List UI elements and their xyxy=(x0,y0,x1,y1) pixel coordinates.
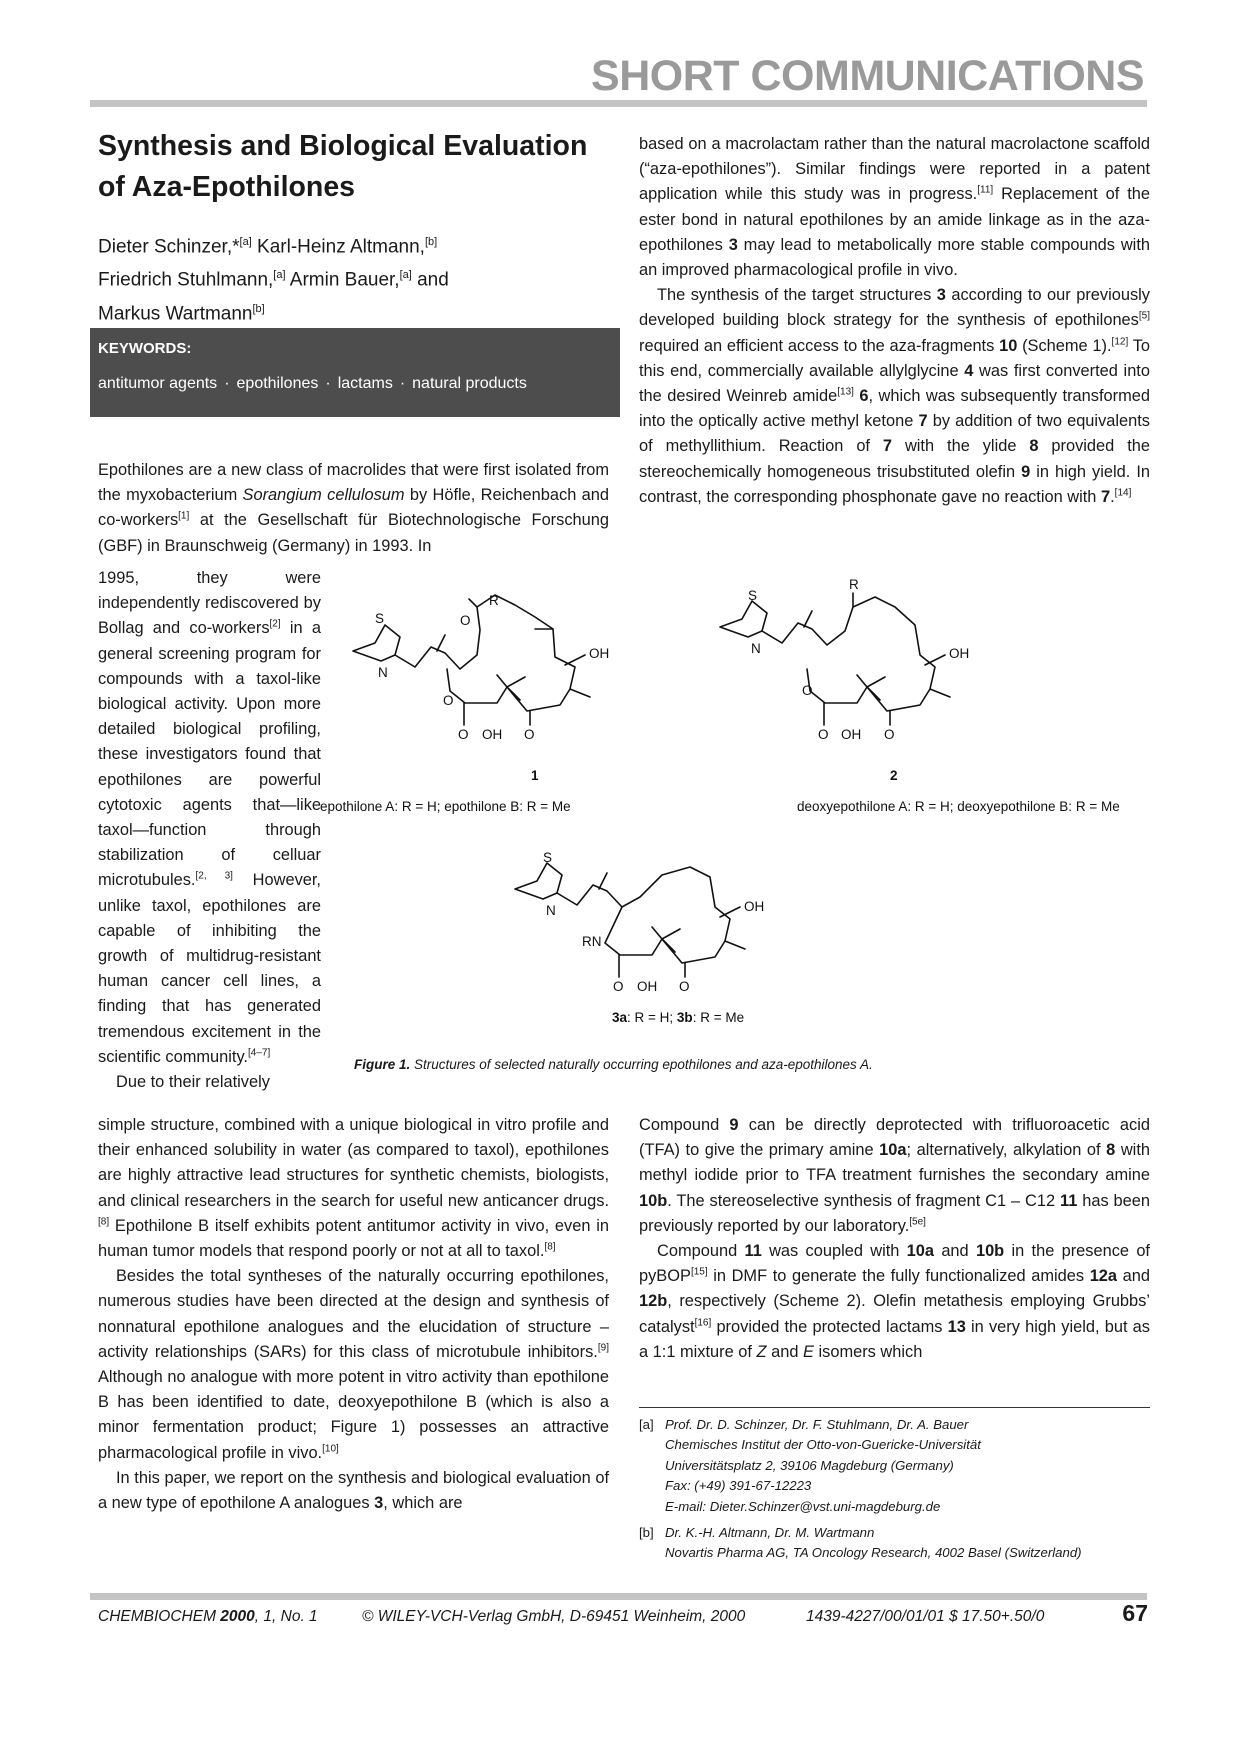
atom-label: O xyxy=(458,727,469,742)
figure-label: Figure 1. xyxy=(354,1057,411,1072)
body-paragraph-1-start: Epothilones are a new class of macrolides that were first isolated from the myxobacterium Sorangium cellulosum by Höfle, Reichenbach and co-workers[1] at the Gesellschaft für Biotechnologische Forschung (GBF) in Braunschweig (Germany) in 1993. In xyxy=(98,461,609,555)
compound-ref: 7 xyxy=(1100,487,1111,506)
citation: [2] xyxy=(269,618,281,630)
compound-number: 2 xyxy=(890,768,898,783)
citation: [13] xyxy=(837,386,854,398)
body-column-1-lower: simple structure, combined with a unique biological in vitro profile and their enhanced solubility in water (as compared to taxol), epothilones are highly attractive lead structures for synthetic chemists, biologists, and clinical researchers in the search for useful new anticancer drugs.[8] Epothilone B itself exhibits potent antitumor activity in vivo, even in human tumor models that respond poorly or not at all to taxol.[8] Besides the total syntheses of the naturally occurring epothilones, numerous studies have been directed at the design and synthesis of nonnatural epothilone analogues and the elucidation of structure – activity relationships (SARs) for this class of microtubule inhibitors.[9] Although no analogue with more potent in vitro activity than epothilone B has been identified to date, deoxyepothilone B (which is also a minor fermentation product; Figure 1) possesses an attractive pharmacological profile in vivo.[10] In this paper, we report on the synthesis and biological evaluation of a new type of epothilone A analogues 3, which are xyxy=(98,1116,609,1513)
isomer-label: E xyxy=(803,1342,814,1361)
compound-ref: 3 xyxy=(728,235,738,254)
keyword-separator: · xyxy=(224,375,230,392)
structure-deoxyepothilone xyxy=(720,593,950,725)
figure-caption-text: Structures of selected naturally occurring epothilones and aza-epothilones A. xyxy=(414,1057,873,1072)
compound-ref: 4 xyxy=(964,361,974,380)
citation: [11] xyxy=(977,184,994,196)
citation: [8] xyxy=(98,1216,110,1228)
atom-label: O xyxy=(884,727,895,742)
citation: [8] xyxy=(544,1241,556,1253)
footer-rule xyxy=(90,1593,1147,1600)
compound-2-caption: deoxyepothilone A: R = H; deoxyepothilone B: R = Me xyxy=(797,799,1120,814)
keywords-list xyxy=(98,375,527,393)
structures-drawing xyxy=(320,577,1155,1055)
footnote-rule xyxy=(639,1407,1150,1408)
journal-citation: CHEMBIOCHEM 2000, 1, No. 1 xyxy=(98,1608,318,1625)
affiliation-line: Prof. Dr. D. Schinzer, Dr. F. Stuhlmann, Dr. A. Bauer xyxy=(665,1417,969,1432)
citation: [16] xyxy=(694,1317,712,1329)
body-column-2-lower: Compound 9 can be directly deprotected with trifluoroacetic acid (TFA) to give the primary amine 10a; alternatively, alkylation of 8 with methyl iodide prior to TFA treatment furnishes the secondary amine 10b. The stereoselective synthesis of fragment C1 – C12 11 has been previously reported by our laboratory.[5e] Compound 11 was coupled with 10a and 10b in the presence of pyBOP[15] in DMF to generate the fully functionalized amides 12a and 12b, respectively (Scheme 2). Olefin metathesis employing Grubbs’ catalyst[16] provided the protected lactams 13 in very high yield, but as a 1:1 mixture of Z and E isomers which xyxy=(639,1116,1151,1361)
atom-label: O xyxy=(818,727,829,742)
structure-epothilone xyxy=(353,595,590,725)
atom-label: R xyxy=(849,577,859,592)
affiliation-line: Chemisches Institut der Otto-von-Guericke-Universität xyxy=(665,1437,981,1453)
article-title xyxy=(98,126,618,208)
compound-ref: 11 xyxy=(1059,1191,1078,1210)
atom-label: N xyxy=(378,665,388,680)
compound-ref: 3 xyxy=(936,286,946,305)
figure-1 xyxy=(320,577,1155,1055)
keywords-box xyxy=(90,328,620,417)
atom-label: O xyxy=(524,727,535,742)
affiliation-marker: [b] xyxy=(639,1525,654,1540)
atom-label: OH xyxy=(841,727,862,742)
compound-ref: 12b xyxy=(639,1292,668,1311)
atom-label: OH xyxy=(482,727,503,742)
citation: [4–7] xyxy=(247,1047,271,1059)
atom-label: N xyxy=(546,903,556,918)
affiliation-line: Novartis Pharma AG, TA Oncology Research, 4002 Basel (Switzerland) xyxy=(665,1545,1082,1561)
compound-ref: 12a xyxy=(1089,1267,1118,1286)
compound-ref: 3 xyxy=(374,1494,384,1513)
affiliation-line: Dr. K.-H. Altmann, Dr. M. Wartmann xyxy=(665,1525,875,1540)
keywords-heading: KEYWORDS: xyxy=(98,340,192,357)
atom-label: OH xyxy=(637,979,658,994)
author-affiliation: [a] xyxy=(273,269,286,282)
compound-ref: 11 xyxy=(744,1242,762,1261)
author: Friedrich Stuhlmann, xyxy=(98,269,274,291)
compound-ref: 10b xyxy=(975,1242,1005,1261)
atom-label: OH xyxy=(949,646,970,661)
author: Dieter Schinzer,* xyxy=(98,236,240,258)
atom-label: O xyxy=(802,683,813,698)
title-line-1: Synthesis and Biological Evaluation xyxy=(98,130,588,162)
citation: [2, 3] xyxy=(195,870,233,882)
citation: [10] xyxy=(322,1443,339,1455)
header-rule xyxy=(90,100,1147,107)
author-list xyxy=(98,228,598,328)
keyword: antitumor agents xyxy=(98,375,218,392)
publisher-line: © WILEY-VCH-Verlag GmbH, D-69451 Weinheim, 2000 xyxy=(362,1608,746,1625)
citation: [9] xyxy=(597,1342,609,1354)
title-line-2: of Aza-Epothilones xyxy=(98,171,356,203)
citation: [15] xyxy=(690,1266,708,1278)
affiliation-email: E-mail: Dieter.Schinzer@vst.uni-magdeburg.de xyxy=(665,1498,941,1514)
keyword: natural products xyxy=(412,375,527,392)
atom-label: S xyxy=(748,588,758,603)
compound-ref: 7 xyxy=(882,437,893,456)
compound-1-caption: epothilone A: R = H; epothilone B: R = Me xyxy=(320,799,571,814)
keyword-separator: · xyxy=(399,375,406,392)
author-affiliation: [b] xyxy=(424,236,438,248)
author: Armin Bauer, xyxy=(289,269,400,291)
citation: [5e] xyxy=(909,1216,926,1228)
body-paragraph-1-narrow: 1995, they were independently rediscovered by Bollag and co-workers[2] in a general screening program for compounds with a taxol-like biological activity. Upon more detailed biological profiling, these investigators found that epothilones are powerful cytotoxic agents that—like taxol—function through stabilization of celluar microtubules.[2, 3] However, unlike taxol, epothilones are capable of inhibiting the growth of multidrug-resistant human cancer cell lines, a finding that has generated tremendous excitement in the scientific community.[4–7] Due to their relatively xyxy=(98,566,321,1095)
author: Markus Wartmann xyxy=(98,302,253,324)
author-conjunction: and xyxy=(417,269,449,291)
keyword-separator: · xyxy=(325,375,331,392)
atom-label: O xyxy=(443,693,454,708)
species-name: Sorangium cellulosum xyxy=(242,486,405,505)
compound-ref: 8 xyxy=(1029,437,1039,456)
compound-ref: 13 xyxy=(947,1317,966,1336)
compound-ref: 10a xyxy=(906,1242,935,1261)
citation: [12] xyxy=(1111,336,1129,348)
atom-label: OH xyxy=(589,646,610,661)
affiliation-line: Universitätsplatz 2, 39106 Magdeburg (Germany) xyxy=(665,1457,954,1473)
figure-caption xyxy=(354,1057,873,1072)
section-title: SHORT COMMUNICATIONS xyxy=(591,52,1144,100)
compound-ref: 8 xyxy=(1106,1141,1116,1160)
atom-label: S xyxy=(543,850,553,865)
affiliation-marker: [a] xyxy=(639,1417,654,1432)
author-affiliation: [b] xyxy=(252,302,265,315)
body-paragraph-2-start: Due to their relatively xyxy=(116,1073,270,1092)
atom-label: OH xyxy=(744,899,765,914)
body-column-2-upper: based on a macrolactam rather than the natural macrolactone scaffold (“aza-epothilones”). Similar findings were reported in a patent application while this study was in progress.[11] Replacement of the ester bond in natural epothilones by an amide linkage as in the aza-epothilones 3 may lead to metabolically more stable compounds with an improved pharmacological profile in vivo. The synthesis of the target structures 3 according to our previously developed building block strategy for the synthesis of epothilones[5] required an efficient access to the aza-fragments 10 (Scheme 1).[12] To this end, commercially available allylglycine 4 was first converted into the desired Weinreb amide[13] 6, which was subsequently transformed into the optically active methyl ketone 7 by addition of two equivalents of methyllithium. Reaction of 7 with the ylide 8 provided the stereochemically homogeneous trisubstituted olefin 9 in high yield. In contrast, the corresponding phosphonate gave no reaction with 7.[14] xyxy=(639,135,1151,506)
atom-label: O xyxy=(613,979,624,994)
compound-ref: 10 xyxy=(999,336,1018,355)
atom-label: S xyxy=(375,611,385,626)
citation: [1] xyxy=(178,510,190,522)
issn-code: 1439-4227/00/01/01 $ 17.50+.50/0 xyxy=(806,1608,1045,1625)
compound-ref: 9 xyxy=(729,1116,739,1134)
keyword: lactams xyxy=(337,375,393,392)
page-number: 67 xyxy=(1122,1600,1148,1626)
author-affiliation: [a] xyxy=(399,269,412,282)
compound-3-caption: 3a: R = H; 3b: R = Me xyxy=(612,1010,745,1025)
compound-ref: 10a xyxy=(879,1141,907,1160)
author-affiliation: [a] xyxy=(239,236,252,248)
atom-label: N xyxy=(751,641,761,656)
atom-label: O xyxy=(460,613,471,628)
atom-label: R xyxy=(489,593,499,608)
affiliation-line: Fax: (+49) 391-67-12223 xyxy=(665,1478,812,1494)
compound-number: 1 xyxy=(531,768,539,783)
author: Karl-Heinz Altmann, xyxy=(257,236,425,258)
keyword: epothilones xyxy=(236,375,319,392)
atom-label: O xyxy=(679,979,690,994)
compound-ref: 7 xyxy=(918,412,928,431)
compound-ref: 9 xyxy=(1021,462,1031,481)
structure-aza-epothilone xyxy=(515,863,745,977)
atom-label: RN xyxy=(582,934,602,949)
compound-ref: 10b xyxy=(639,1191,668,1210)
compound-ref: 6 xyxy=(859,387,869,406)
citation: [14] xyxy=(1114,487,1132,499)
isomer-label: Z xyxy=(756,1342,767,1361)
citation: [5] xyxy=(1138,310,1150,322)
